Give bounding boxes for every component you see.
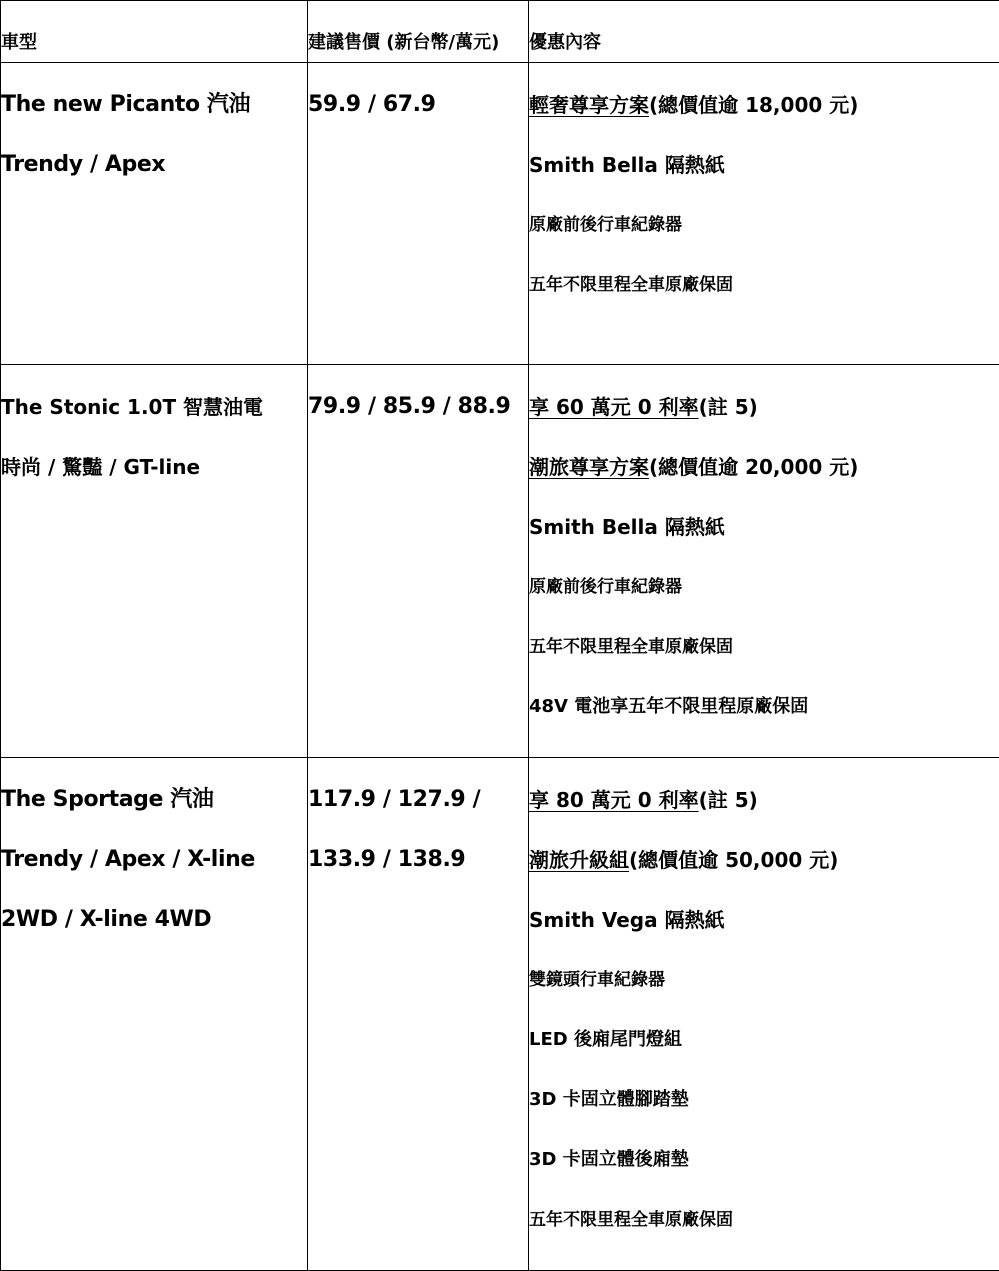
offers-cell xyxy=(529,758,999,1271)
model-line: Trendy / Apex xyxy=(1,155,307,215)
offer-item: 潮旅升級組(總價值逾 50,000 元) xyxy=(529,850,999,910)
model-line: 時尚 / 驚豔 / GT-line xyxy=(1,457,307,517)
offers-cell xyxy=(529,63,999,365)
offer-link[interactable]: 潮旅升級組 xyxy=(529,848,629,872)
header-price: 建議售價 (新台幣/萬元) xyxy=(308,1,529,63)
model-line: Trendy / Apex / X-line xyxy=(1,850,307,910)
table-row xyxy=(1,365,999,758)
header-row xyxy=(1,1,999,63)
offer-item: 潮旅尊享方案(總價值逾 20,000 元) xyxy=(529,457,999,517)
offer-link[interactable]: 輕奢尊享方案 xyxy=(529,93,649,117)
price-line: 133.9 / 138.9 xyxy=(308,850,528,910)
offer-item: 48V 電池享五年不限里程原廠保固 xyxy=(529,697,999,757)
price-line: 59.9 / 67.9 xyxy=(308,95,528,155)
offers-cell xyxy=(529,365,999,758)
offer-item: 五年不限里程全車原廠保固 xyxy=(529,637,999,697)
offer-item: 原廠前後行車紀錄器 xyxy=(529,215,999,275)
table-row xyxy=(1,63,999,365)
offer-item: 原廠前後行車紀錄器 xyxy=(529,577,999,637)
offer-item: 輕奢尊享方案(總價值逾 18,000 元) xyxy=(529,95,999,155)
price-cell xyxy=(308,758,529,1271)
model-line: The Stonic 1.0T 智慧油電 xyxy=(1,397,307,457)
header-model: 車型 xyxy=(1,1,308,63)
price-cell xyxy=(308,365,529,758)
price-line: 117.9 / 127.9 / xyxy=(308,790,528,850)
table-row xyxy=(1,758,999,1271)
offer-item: 享 80 萬元 0 利率(註 5) xyxy=(529,790,999,850)
model-cell xyxy=(1,63,308,365)
model-line: 2WD / X-line 4WD xyxy=(1,910,307,970)
offer-item: 雙鏡頭行車紀錄器 xyxy=(529,970,999,1030)
header-offers: 優惠內容 xyxy=(529,1,999,63)
offer-item: 五年不限里程全車原廠保固 xyxy=(529,1210,999,1270)
model-line: The new Picanto 汽油 xyxy=(1,95,307,155)
offer-item: Smith Vega 隔熱紙 xyxy=(529,910,999,970)
offer-item: LED 後廂尾門燈組 xyxy=(529,1030,999,1090)
offer-link[interactable]: 享 60 萬元 0 利率 xyxy=(529,395,699,419)
offer-item: 五年不限里程全車原廠保固 xyxy=(529,275,999,335)
model-cell xyxy=(1,365,308,758)
price-cell xyxy=(308,63,529,365)
offer-link[interactable]: 享 80 萬元 0 利率 xyxy=(529,788,699,812)
offer-item: Smith Bella 隔熱紙 xyxy=(529,155,999,215)
model-cell xyxy=(1,758,308,1271)
offer-item: Smith Bella 隔熱紙 xyxy=(529,517,999,577)
offer-item: 享 60 萬元 0 利率(註 5) xyxy=(529,397,999,457)
offer-link[interactable]: 潮旅尊享方案 xyxy=(529,455,649,479)
model-line: The Sportage 汽油 xyxy=(1,790,307,850)
offer-item: 3D 卡固立體後廂墊 xyxy=(529,1150,999,1210)
offer-item: 3D 卡固立體腳踏墊 xyxy=(529,1090,999,1150)
price-line: 79.9 / 85.9 / 88.9 xyxy=(308,397,528,457)
